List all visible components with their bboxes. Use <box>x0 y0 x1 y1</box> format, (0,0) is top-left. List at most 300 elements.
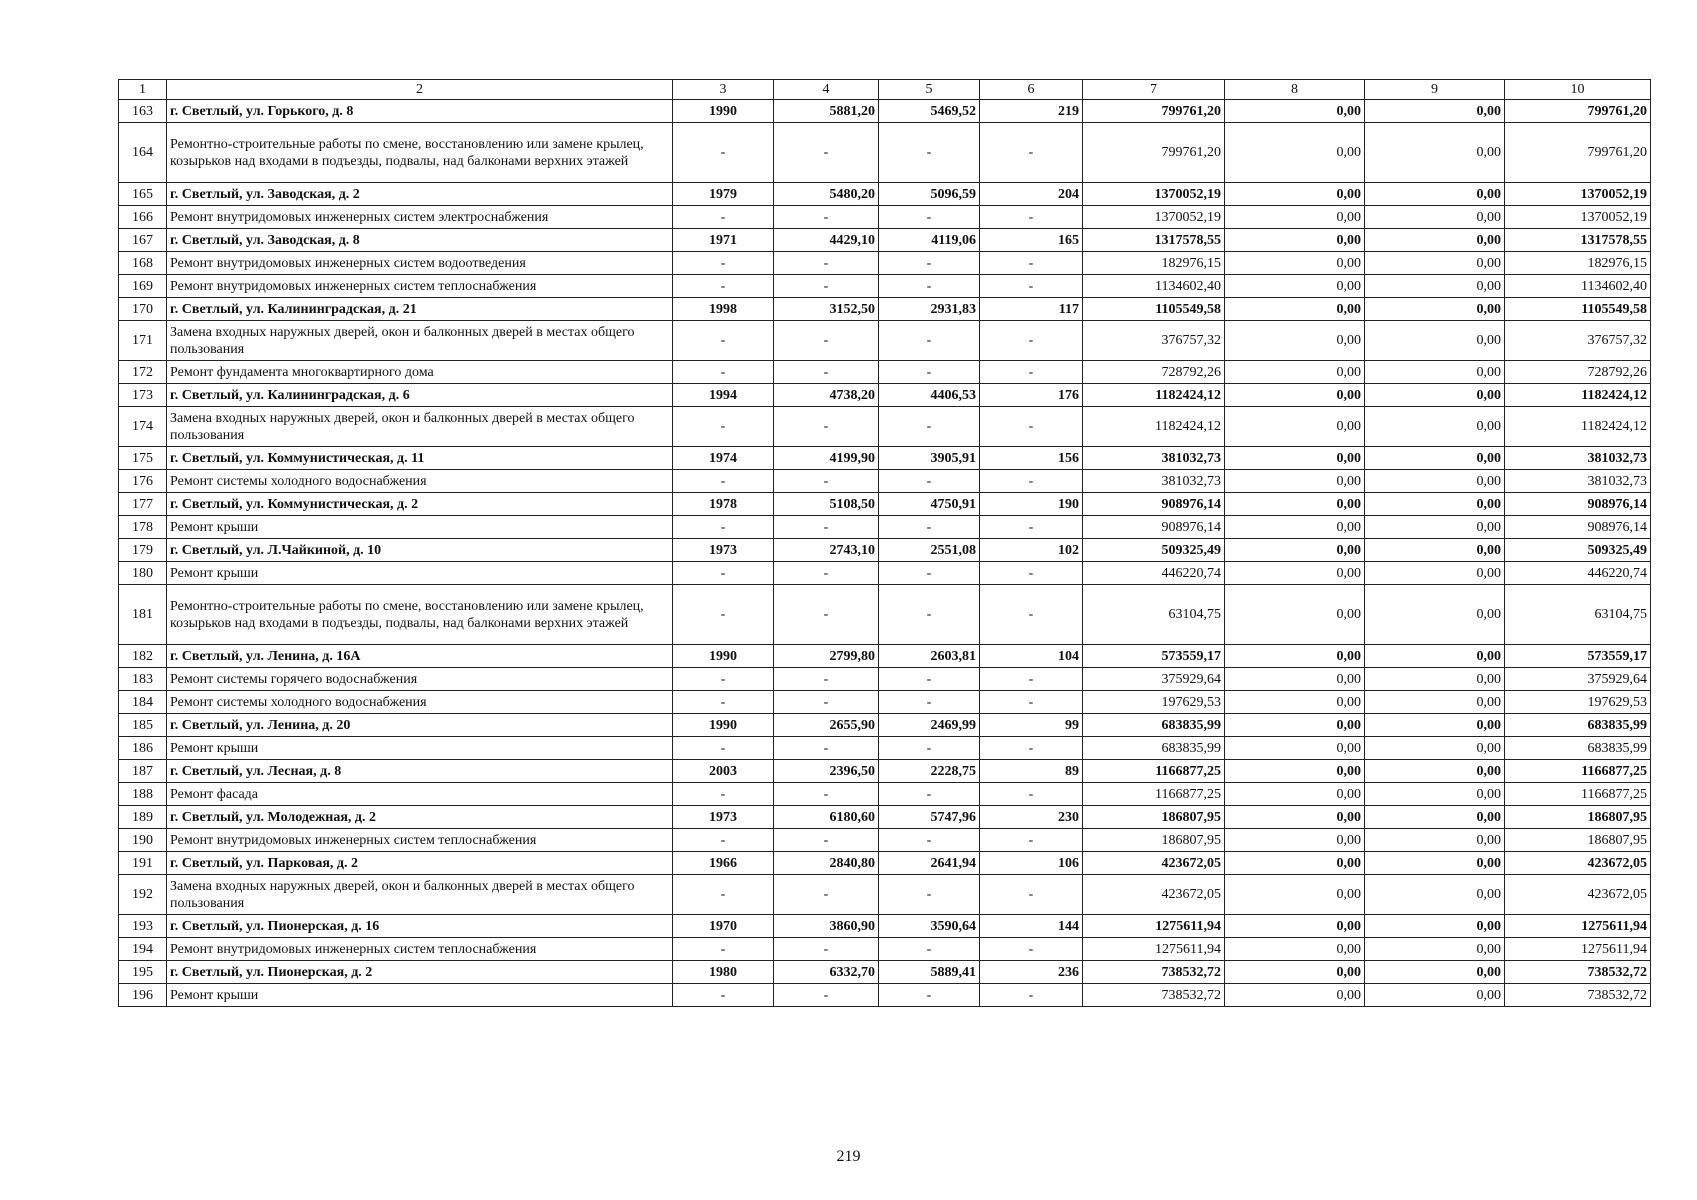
total-cost-cell: 1134602,40 <box>1083 275 1225 298</box>
column-9-cell: 0,00 <box>1365 539 1505 562</box>
living-area-cell: 2228,75 <box>879 760 980 783</box>
repair-work-row <box>119 516 1651 539</box>
column-10-cell: 738532,72 <box>1505 984 1651 1007</box>
column-9-cell: 0,00 <box>1365 645 1505 668</box>
column-9-cell: 0,00 <box>1365 691 1505 714</box>
total-area-cell: 2396,50 <box>774 760 879 783</box>
total-area-cell: - <box>774 252 879 275</box>
building-row <box>119 915 1651 938</box>
row-number-cell: 190 <box>119 829 167 852</box>
row-number-cell: 176 <box>119 470 167 493</box>
year-cell: - <box>673 321 774 361</box>
living-area-cell: - <box>879 516 980 539</box>
total-cost-cell: 799761,20 <box>1083 100 1225 123</box>
work-description-cell: Ремонт внутридомовых инженерных систем водоотведения <box>167 252 673 275</box>
year-cell: 1998 <box>673 298 774 321</box>
row-number-cell: 185 <box>119 714 167 737</box>
year-cell: - <box>673 737 774 760</box>
year-cell: - <box>673 691 774 714</box>
year-cell: 1973 <box>673 539 774 562</box>
column-header: 8 <box>1225 80 1365 100</box>
residents-cell: - <box>980 938 1083 961</box>
living-area-cell: 2603,81 <box>879 645 980 668</box>
column-10-cell: 683835,99 <box>1505 714 1651 737</box>
row-number-cell: 193 <box>119 915 167 938</box>
column-8-cell: 0,00 <box>1225 493 1365 516</box>
total-cost-cell: 1317578,55 <box>1083 229 1225 252</box>
column-10-cell: 1370052,19 <box>1505 183 1651 206</box>
column-9-cell: 0,00 <box>1365 447 1505 470</box>
row-number-cell: 183 <box>119 668 167 691</box>
total-cost-cell: 1105549,58 <box>1083 298 1225 321</box>
living-area-cell: - <box>879 361 980 384</box>
total-area-cell: - <box>774 737 879 760</box>
year-cell: - <box>673 585 774 645</box>
repair-work-row <box>119 938 1651 961</box>
living-area-cell: 2551,08 <box>879 539 980 562</box>
row-number-cell: 196 <box>119 984 167 1007</box>
column-10-cell: 423672,05 <box>1505 852 1651 875</box>
total-cost-cell: 376757,32 <box>1083 321 1225 361</box>
residents-cell: 176 <box>980 384 1083 407</box>
total-area-cell: - <box>774 783 879 806</box>
living-area-cell: 3590,64 <box>879 915 980 938</box>
total-cost-cell: 423672,05 <box>1083 875 1225 915</box>
repair-work-row <box>119 829 1651 852</box>
column-8-cell: 0,00 <box>1225 691 1365 714</box>
year-cell: 1966 <box>673 852 774 875</box>
total-area-cell: - <box>774 123 879 183</box>
building-row <box>119 183 1651 206</box>
row-number-cell: 194 <box>119 938 167 961</box>
residents-cell: 236 <box>980 961 1083 984</box>
column-header: 9 <box>1365 80 1505 100</box>
residents-cell: 204 <box>980 183 1083 206</box>
residents-cell: - <box>980 984 1083 1007</box>
work-description-cell: Ремонт внутридомовых инженерных систем теплоснабжения <box>167 938 673 961</box>
work-description-cell: Ремонтно-строительные работы по смене, восстановлению или замене крылец, козырьков над входами в подъезды, подвалы, над балконами верхних этажей <box>167 585 673 645</box>
column-header: 5 <box>879 80 980 100</box>
year-cell: 1980 <box>673 961 774 984</box>
column-8-cell: 0,00 <box>1225 470 1365 493</box>
residents-cell: - <box>980 737 1083 760</box>
column-header: 3 <box>673 80 774 100</box>
building-row <box>119 714 1651 737</box>
column-8-cell: 0,00 <box>1225 760 1365 783</box>
building-row <box>119 852 1651 875</box>
column-8-cell: 0,00 <box>1225 714 1365 737</box>
total-cost-cell: 683835,99 <box>1083 737 1225 760</box>
column-8-cell: 0,00 <box>1225 875 1365 915</box>
residents-cell: - <box>980 252 1083 275</box>
total-cost-cell: 738532,72 <box>1083 984 1225 1007</box>
column-8-cell: 0,00 <box>1225 384 1365 407</box>
year-cell: 1971 <box>673 229 774 252</box>
column-9-cell: 0,00 <box>1365 961 1505 984</box>
column-9-cell: 0,00 <box>1365 361 1505 384</box>
year-cell: - <box>673 783 774 806</box>
column-10-cell: 728792,26 <box>1505 361 1651 384</box>
total-area-cell: 6332,70 <box>774 961 879 984</box>
column-9-cell: 0,00 <box>1365 806 1505 829</box>
row-number-cell: 168 <box>119 252 167 275</box>
total-area-cell: 2743,10 <box>774 539 879 562</box>
total-area-cell: 2655,90 <box>774 714 879 737</box>
column-header: 1 <box>119 80 167 100</box>
residents-cell: 106 <box>980 852 1083 875</box>
column-number-header-row <box>119 80 1651 100</box>
total-area-cell: 6180,60 <box>774 806 879 829</box>
column-9-cell: 0,00 <box>1365 760 1505 783</box>
column-10-cell: 197629,53 <box>1505 691 1651 714</box>
row-number-cell: 179 <box>119 539 167 562</box>
column-9-cell: 0,00 <box>1365 123 1505 183</box>
row-number-cell: 181 <box>119 585 167 645</box>
year-cell: - <box>673 984 774 1007</box>
column-9-cell: 0,00 <box>1365 229 1505 252</box>
total-cost-cell: 683835,99 <box>1083 714 1225 737</box>
column-10-cell: 509325,49 <box>1505 539 1651 562</box>
column-9-cell: 0,00 <box>1365 100 1505 123</box>
living-area-cell: 5747,96 <box>879 806 980 829</box>
column-10-cell: 376757,32 <box>1505 321 1651 361</box>
total-area-cell: 4738,20 <box>774 384 879 407</box>
year-cell: 1990 <box>673 100 774 123</box>
living-area-cell: - <box>879 252 980 275</box>
column-10-cell: 186807,95 <box>1505 829 1651 852</box>
total-cost-cell: 186807,95 <box>1083 806 1225 829</box>
total-area-cell: - <box>774 361 879 384</box>
residents-cell: - <box>980 361 1083 384</box>
column-10-cell: 573559,17 <box>1505 645 1651 668</box>
column-8-cell: 0,00 <box>1225 829 1365 852</box>
year-cell: 1979 <box>673 183 774 206</box>
total-cost-cell: 186807,95 <box>1083 829 1225 852</box>
year-cell: 1978 <box>673 493 774 516</box>
column-8-cell: 0,00 <box>1225 298 1365 321</box>
column-8-cell: 0,00 <box>1225 229 1365 252</box>
total-cost-cell: 182976,15 <box>1083 252 1225 275</box>
work-description-cell: г. Светлый, ул. Коммунистическая, д. 11 <box>167 447 673 470</box>
column-8-cell: 0,00 <box>1225 361 1365 384</box>
total-cost-cell: 908976,14 <box>1083 516 1225 539</box>
living-area-cell: - <box>879 691 980 714</box>
column-9-cell: 0,00 <box>1365 852 1505 875</box>
work-description-cell: Ремонт крыши <box>167 737 673 760</box>
row-number-cell: 163 <box>119 100 167 123</box>
column-9-cell: 0,00 <box>1365 384 1505 407</box>
column-10-cell: 1370052,19 <box>1505 206 1651 229</box>
year-cell: - <box>673 516 774 539</box>
column-9-cell: 0,00 <box>1365 938 1505 961</box>
total-cost-cell: 1182424,12 <box>1083 384 1225 407</box>
column-9-cell: 0,00 <box>1365 206 1505 229</box>
total-cost-cell: 573559,17 <box>1083 645 1225 668</box>
residents-cell: 190 <box>980 493 1083 516</box>
residents-cell: 165 <box>980 229 1083 252</box>
living-area-cell: 3905,91 <box>879 447 980 470</box>
total-cost-cell: 1182424,12 <box>1083 407 1225 447</box>
column-8-cell: 0,00 <box>1225 585 1365 645</box>
row-number-cell: 191 <box>119 852 167 875</box>
living-area-cell: - <box>879 938 980 961</box>
year-cell: 1990 <box>673 714 774 737</box>
repair-work-row <box>119 737 1651 760</box>
work-description-cell: Ремонт системы горячего водоснабжения <box>167 668 673 691</box>
residents-cell: 219 <box>980 100 1083 123</box>
building-row <box>119 760 1651 783</box>
residents-cell: - <box>980 585 1083 645</box>
capital-repair-table <box>118 79 1651 1007</box>
residents-cell: - <box>980 668 1083 691</box>
column-9-cell: 0,00 <box>1365 585 1505 645</box>
column-8-cell: 0,00 <box>1225 539 1365 562</box>
row-number-cell: 192 <box>119 875 167 915</box>
year-cell: - <box>673 668 774 691</box>
total-cost-cell: 1275611,94 <box>1083 915 1225 938</box>
work-description-cell: Ремонт фасада <box>167 783 673 806</box>
total-area-cell: - <box>774 875 879 915</box>
column-10-cell: 423672,05 <box>1505 875 1651 915</box>
column-9-cell: 0,00 <box>1365 470 1505 493</box>
building-row <box>119 961 1651 984</box>
row-number-cell: 188 <box>119 783 167 806</box>
repair-work-row <box>119 123 1651 183</box>
column-10-cell: 1166877,25 <box>1505 783 1651 806</box>
living-area-cell: 2469,99 <box>879 714 980 737</box>
column-9-cell: 0,00 <box>1365 783 1505 806</box>
work-description-cell: Ремонтно-строительные работы по смене, восстановлению или замене крылец, козырьков над входами в подъезды, подвалы, над балконами верхних этажей <box>167 123 673 183</box>
total-cost-cell: 1370052,19 <box>1083 206 1225 229</box>
column-10-cell: 1275611,94 <box>1505 938 1651 961</box>
column-9-cell: 0,00 <box>1365 275 1505 298</box>
column-10-cell: 446220,74 <box>1505 562 1651 585</box>
row-number-cell: 180 <box>119 562 167 585</box>
residents-cell: - <box>980 321 1083 361</box>
repair-work-row <box>119 252 1651 275</box>
living-area-cell: 4119,06 <box>879 229 980 252</box>
work-description-cell: Замена входных наружных дверей, окон и балконных дверей в местах общего пользования <box>167 407 673 447</box>
work-description-cell: г. Светлый, ул. Пионерская, д. 2 <box>167 961 673 984</box>
page-number: 219 <box>836 1148 861 1165</box>
column-10-cell: 63104,75 <box>1505 585 1651 645</box>
work-description-cell: Ремонт крыши <box>167 562 673 585</box>
residents-cell: 89 <box>980 760 1083 783</box>
residents-cell: - <box>980 875 1083 915</box>
residents-cell: - <box>980 206 1083 229</box>
living-area-cell: - <box>879 783 980 806</box>
residents-cell: - <box>980 470 1083 493</box>
total-area-cell: 3860,90 <box>774 915 879 938</box>
living-area-cell: - <box>879 470 980 493</box>
column-10-cell: 182976,15 <box>1505 252 1651 275</box>
total-area-cell: - <box>774 516 879 539</box>
column-9-cell: 0,00 <box>1365 714 1505 737</box>
year-cell: 1994 <box>673 384 774 407</box>
residents-cell: - <box>980 123 1083 183</box>
living-area-cell: - <box>879 562 980 585</box>
work-description-cell: г. Светлый, ул. Парковая, д. 2 <box>167 852 673 875</box>
column-10-cell: 186807,95 <box>1505 806 1651 829</box>
total-area-cell: 3152,50 <box>774 298 879 321</box>
living-area-cell: - <box>879 875 980 915</box>
column-10-cell: 799761,20 <box>1505 100 1651 123</box>
total-area-cell: - <box>774 321 879 361</box>
row-number-cell: 195 <box>119 961 167 984</box>
column-8-cell: 0,00 <box>1225 516 1365 539</box>
column-9-cell: 0,00 <box>1365 516 1505 539</box>
year-cell: - <box>673 252 774 275</box>
column-8-cell: 0,00 <box>1225 206 1365 229</box>
column-9-cell: 0,00 <box>1365 183 1505 206</box>
residents-cell: 144 <box>980 915 1083 938</box>
total-cost-cell: 728792,26 <box>1083 361 1225 384</box>
total-area-cell: - <box>774 206 879 229</box>
year-cell: - <box>673 829 774 852</box>
living-area-cell: - <box>879 984 980 1007</box>
column-10-cell: 908976,14 <box>1505 516 1651 539</box>
year-cell: - <box>673 470 774 493</box>
column-8-cell: 0,00 <box>1225 668 1365 691</box>
residents-cell: - <box>980 829 1083 852</box>
column-8-cell: 0,00 <box>1225 961 1365 984</box>
total-area-cell: 5480,20 <box>774 183 879 206</box>
living-area-cell: - <box>879 321 980 361</box>
row-number-cell: 165 <box>119 183 167 206</box>
column-8-cell: 0,00 <box>1225 783 1365 806</box>
total-area-cell: 2799,80 <box>774 645 879 668</box>
total-area-cell: - <box>774 829 879 852</box>
total-area-cell: - <box>774 585 879 645</box>
total-area-cell: 5881,20 <box>774 100 879 123</box>
year-cell: - <box>673 938 774 961</box>
work-description-cell: Ремонт системы холодного водоснабжения <box>167 470 673 493</box>
row-number-cell: 170 <box>119 298 167 321</box>
total-area-cell: - <box>774 984 879 1007</box>
year-cell: - <box>673 275 774 298</box>
building-row <box>119 539 1651 562</box>
row-number-cell: 171 <box>119 321 167 361</box>
living-area-cell: - <box>879 668 980 691</box>
work-description-cell: г. Светлый, ул. Коммунистическая, д. 2 <box>167 493 673 516</box>
total-area-cell: 4199,90 <box>774 447 879 470</box>
column-header: 2 <box>167 80 673 100</box>
work-description-cell: Ремонт внутридомовых инженерных систем теплоснабжения <box>167 829 673 852</box>
column-8-cell: 0,00 <box>1225 447 1365 470</box>
column-8-cell: 0,00 <box>1225 123 1365 183</box>
repair-work-row <box>119 470 1651 493</box>
repair-work-row <box>119 407 1651 447</box>
total-cost-cell: 908976,14 <box>1083 493 1225 516</box>
year-cell: - <box>673 875 774 915</box>
column-8-cell: 0,00 <box>1225 806 1365 829</box>
work-description-cell: г. Светлый, ул. Заводская, д. 8 <box>167 229 673 252</box>
total-area-cell: 4429,10 <box>774 229 879 252</box>
row-number-cell: 169 <box>119 275 167 298</box>
row-number-cell: 164 <box>119 123 167 183</box>
living-area-cell: 4406,53 <box>879 384 980 407</box>
year-cell: 1974 <box>673 447 774 470</box>
total-cost-cell: 1166877,25 <box>1083 760 1225 783</box>
total-cost-cell: 381032,73 <box>1083 470 1225 493</box>
total-cost-cell: 799761,20 <box>1083 123 1225 183</box>
repair-work-row <box>119 875 1651 915</box>
column-9-cell: 0,00 <box>1365 493 1505 516</box>
living-area-cell: - <box>879 123 980 183</box>
living-area-cell: 5096,59 <box>879 183 980 206</box>
column-10-cell: 1134602,40 <box>1505 275 1651 298</box>
work-description-cell: Ремонт системы холодного водоснабжения <box>167 691 673 714</box>
total-area-cell: 5108,50 <box>774 493 879 516</box>
column-header: 7 <box>1083 80 1225 100</box>
living-area-cell: - <box>879 407 980 447</box>
repair-work-row <box>119 783 1651 806</box>
total-cost-cell: 738532,72 <box>1083 961 1225 984</box>
column-9-cell: 0,00 <box>1365 829 1505 852</box>
year-cell: - <box>673 562 774 585</box>
residents-cell: - <box>980 275 1083 298</box>
year-cell: - <box>673 206 774 229</box>
year-cell: 1970 <box>673 915 774 938</box>
work-description-cell: Замена входных наружных дверей, окон и балконных дверей в местах общего пользования <box>167 321 673 361</box>
building-row <box>119 493 1651 516</box>
row-number-cell: 167 <box>119 229 167 252</box>
column-8-cell: 0,00 <box>1225 275 1365 298</box>
column-10-cell: 381032,73 <box>1505 470 1651 493</box>
building-row <box>119 645 1651 668</box>
living-area-cell: 5469,52 <box>879 100 980 123</box>
column-10-cell: 1317578,55 <box>1505 229 1651 252</box>
residents-cell: 102 <box>980 539 1083 562</box>
living-area-cell: 2641,94 <box>879 852 980 875</box>
row-number-cell: 177 <box>119 493 167 516</box>
residents-cell: 99 <box>980 714 1083 737</box>
total-cost-cell: 197629,53 <box>1083 691 1225 714</box>
row-number-cell: 186 <box>119 737 167 760</box>
total-cost-cell: 1370052,19 <box>1083 183 1225 206</box>
column-9-cell: 0,00 <box>1365 875 1505 915</box>
work-description-cell: г. Светлый, ул. Калининградская, д. 6 <box>167 384 673 407</box>
column-9-cell: 0,00 <box>1365 562 1505 585</box>
column-9-cell: 0,00 <box>1365 252 1505 275</box>
column-8-cell: 0,00 <box>1225 183 1365 206</box>
living-area-cell: - <box>879 275 980 298</box>
total-cost-cell: 1166877,25 <box>1083 783 1225 806</box>
work-description-cell: г. Светлый, ул. Лесная, д. 8 <box>167 760 673 783</box>
total-area-cell: - <box>774 691 879 714</box>
column-8-cell: 0,00 <box>1225 562 1365 585</box>
residents-cell: 156 <box>980 447 1083 470</box>
column-9-cell: 0,00 <box>1365 668 1505 691</box>
column-10-cell: 1275611,94 <box>1505 915 1651 938</box>
repair-work-row <box>119 206 1651 229</box>
row-number-cell: 166 <box>119 206 167 229</box>
column-10-cell: 799761,20 <box>1505 123 1651 183</box>
column-10-cell: 683835,99 <box>1505 737 1651 760</box>
residents-cell: - <box>980 691 1083 714</box>
total-area-cell: - <box>774 562 879 585</box>
row-number-cell: 172 <box>119 361 167 384</box>
row-number-cell: 178 <box>119 516 167 539</box>
total-area-cell: - <box>774 938 879 961</box>
column-10-cell: 1182424,12 <box>1505 407 1651 447</box>
column-8-cell: 0,00 <box>1225 915 1365 938</box>
work-description-cell: г. Светлый, ул. Горького, д. 8 <box>167 100 673 123</box>
column-10-cell: 381032,73 <box>1505 447 1651 470</box>
column-10-cell: 1105549,58 <box>1505 298 1651 321</box>
year-cell: 1990 <box>673 645 774 668</box>
repair-work-row <box>119 275 1651 298</box>
